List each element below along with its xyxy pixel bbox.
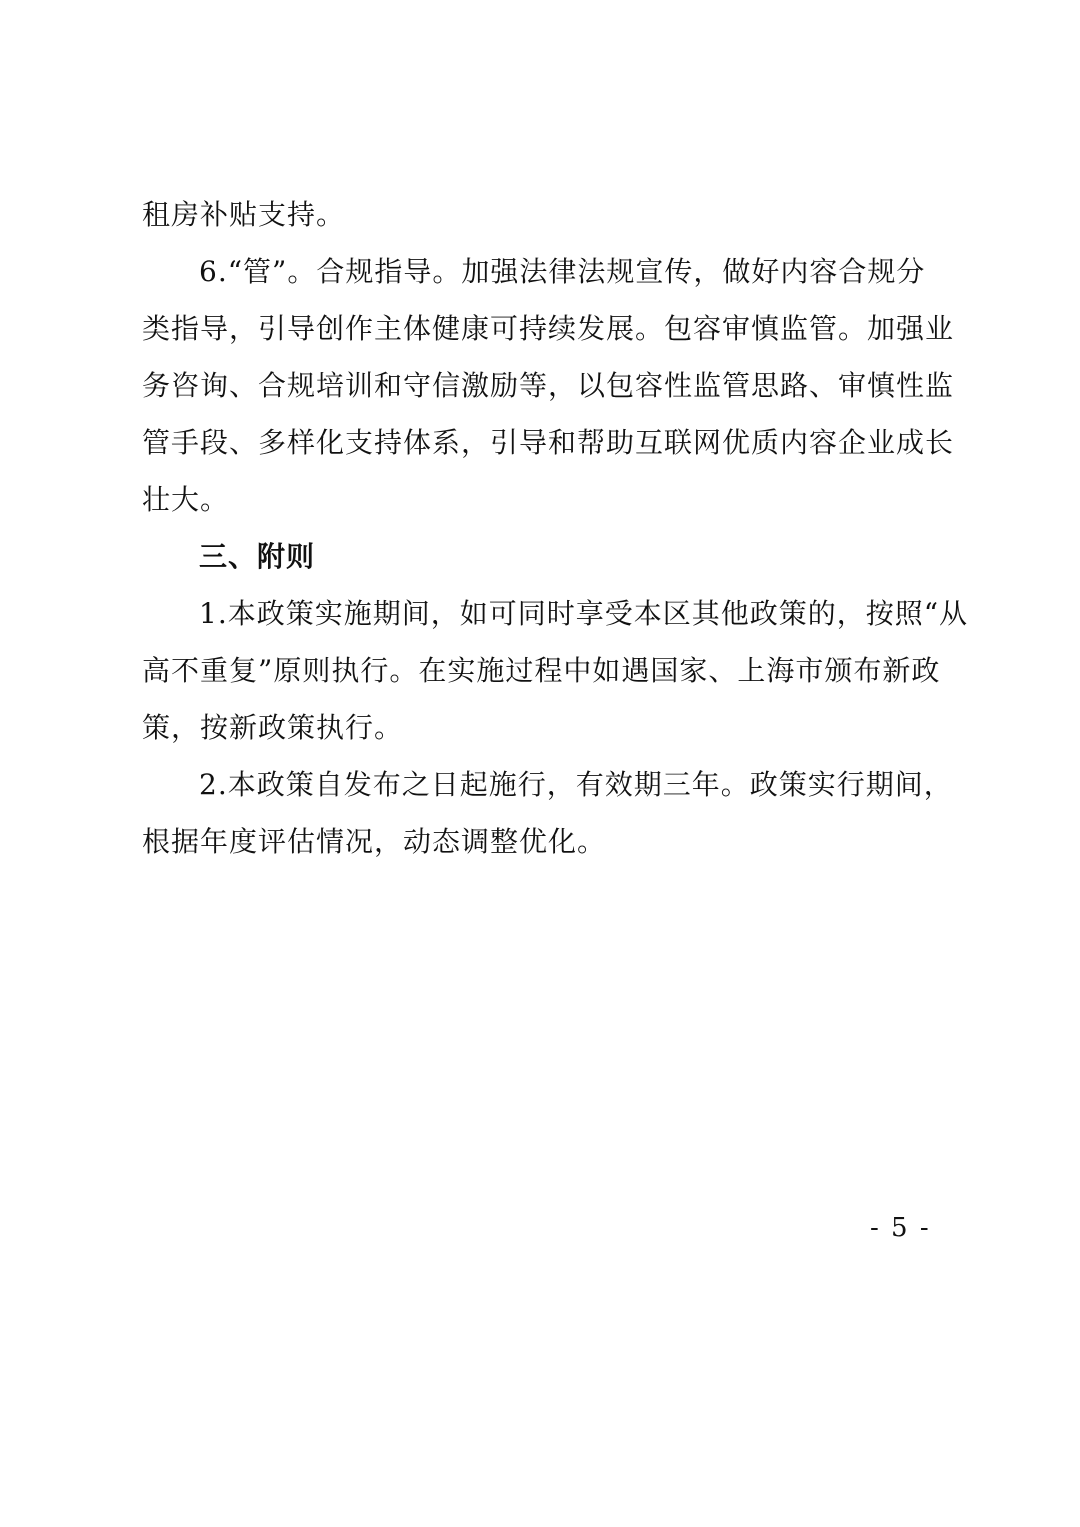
text-line: 根据年度评估情况，动态调整优化。 (142, 825, 607, 858)
clause-2-line-1: 2.本政策自发布之日起施行，有效期三年。政策实行期间， (199, 768, 953, 801)
text-line: 类指导，引导创作主体健康可持续发展。包容审慎监管。加强业 (142, 312, 955, 345)
text-line: 管手段、多样化支持体系，引导和帮助互联网优质内容企业成长 (142, 426, 955, 459)
page-number: - 5 - (870, 1213, 931, 1243)
text-line: 策，按新政策执行。 (142, 711, 404, 744)
section-heading: 三、附则 (199, 540, 316, 573)
clause-1-line-1: 1.本政策实施期间，如可同时享受本区其他政策的，按照“从 (199, 597, 969, 630)
text-line: 高不重复”原则执行。在实施过程中如遇国家、上海市颁布新政 (142, 654, 941, 687)
text-line: 务咨询、合规培训和守信激励等，以包容性监管思路、审慎性监 (142, 369, 955, 402)
paragraph-6-line-1: 6.“管”。合规指导。加强法律法规宣传，做好内容合规分 (199, 255, 926, 288)
text-line: 租房补贴支持。 (142, 198, 346, 231)
text-line: 壮大。 (142, 483, 230, 516)
body-text (142, 186, 969, 870)
